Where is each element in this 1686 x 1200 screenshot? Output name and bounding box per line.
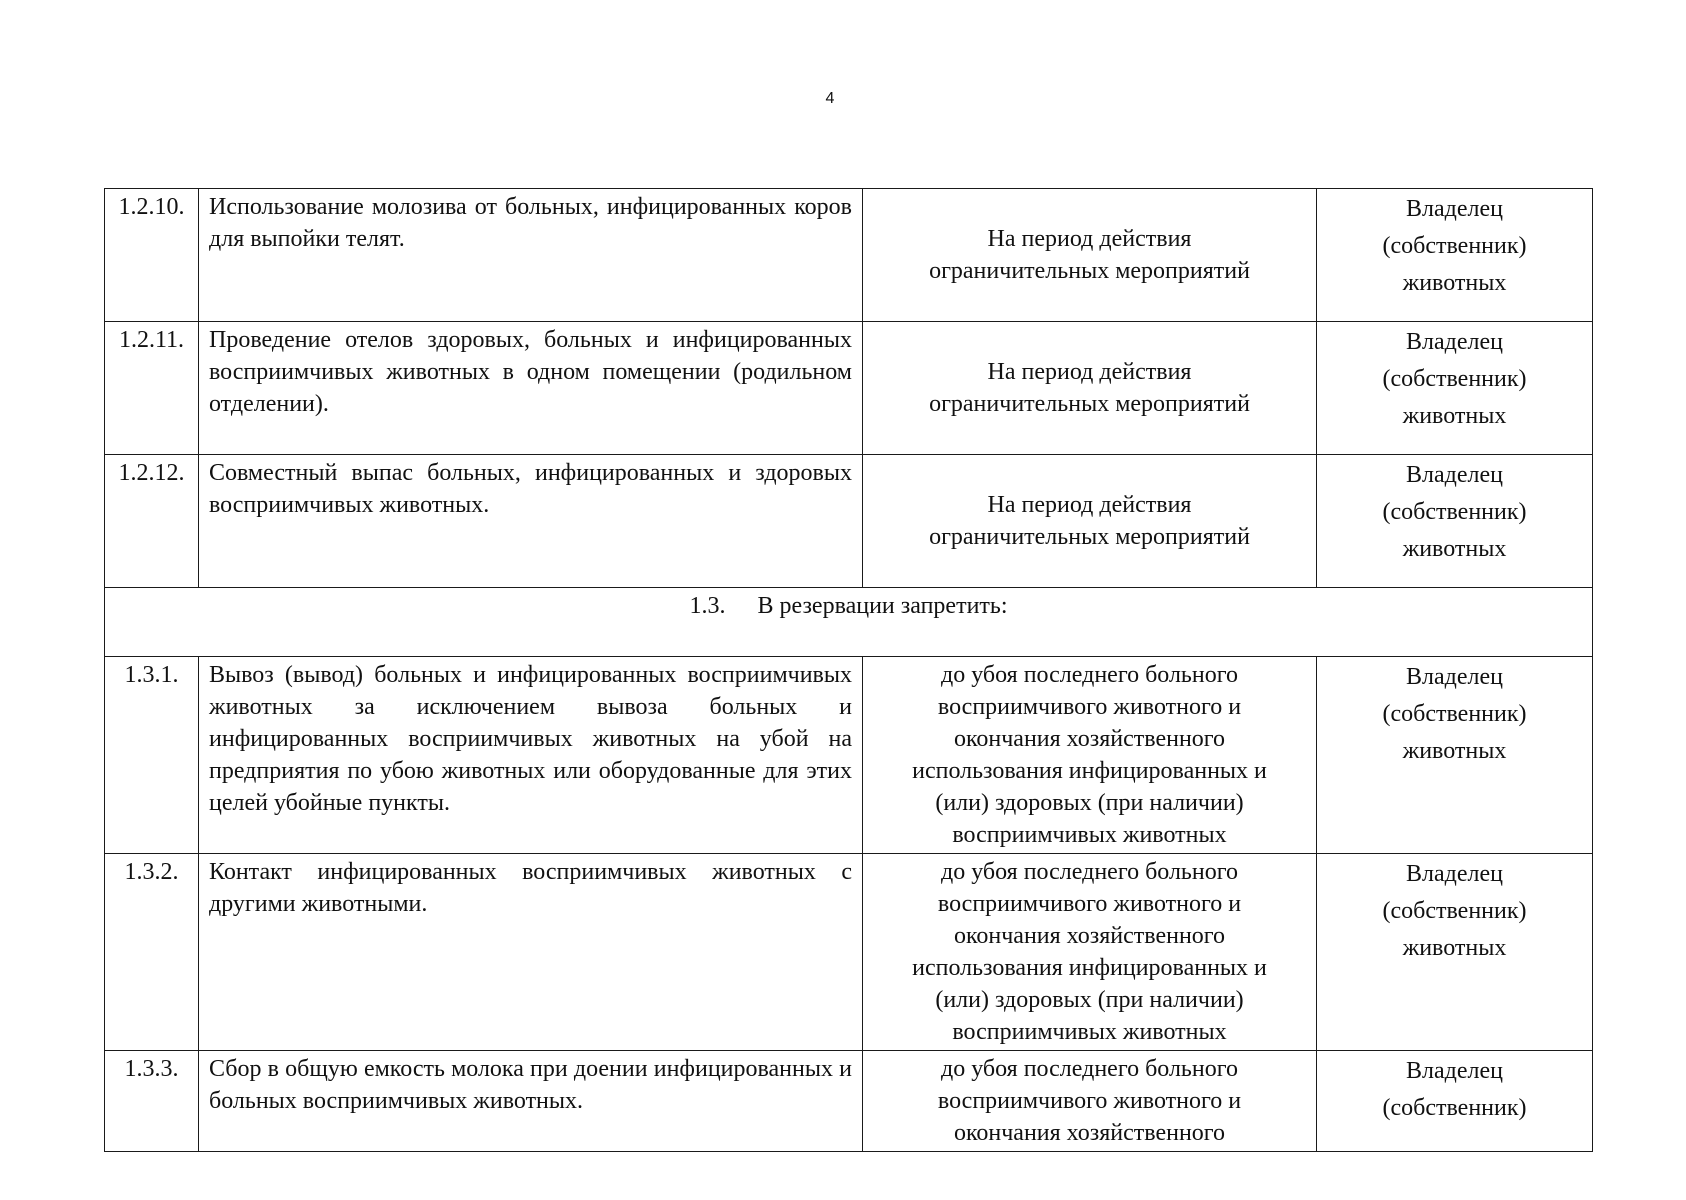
row-responsible: Владелец (собственник) животных: [1317, 854, 1593, 1051]
row-description: Проведение отелов здоровых, больных и инфицированных восприимчивых животных в одном помещении (родильном отделении).: [199, 322, 863, 455]
row-description: Совместный выпас больных, инфицированных и здоровых восприимчивых животных.: [199, 455, 863, 588]
section-header: [105, 588, 1593, 657]
row-description: Контакт инфицированных восприимчивых животных с другими животными.: [199, 854, 863, 1051]
row-responsible: Владелец (собственник) животных: [1317, 189, 1593, 322]
section-header-row: [105, 588, 1593, 657]
row-number: 1.2.11.: [105, 322, 199, 455]
row-term: На период действия ограничительных мероприятий: [863, 322, 1317, 455]
row-responsible: Владелец (собственник) животных: [1317, 322, 1593, 455]
table-row: [105, 657, 1593, 854]
table-row: [105, 455, 1593, 588]
table-row: [105, 854, 1593, 1051]
row-number: 1.3.3.: [105, 1051, 199, 1152]
row-responsible: Владелец (собственник): [1317, 1051, 1593, 1152]
row-responsible: Владелец (собственник) животных: [1317, 455, 1593, 588]
row-term: до убоя последнего больного восприимчивого животного и окончания хозяйственного: [863, 1051, 1317, 1152]
row-description: Использование молозива от больных, инфицированных коров для выпойки телят.: [199, 189, 863, 322]
row-term: На период действия ограничительных мероприятий: [863, 189, 1317, 322]
row-description: Сбор в общую емкость молока при доении инфицированных и больных восприимчивых животных.: [199, 1051, 863, 1152]
page-number: 4: [825, 90, 835, 107]
row-number: 1.2.12.: [105, 455, 199, 588]
row-number: 1.3.1.: [105, 657, 199, 854]
row-term: На период действия ограничительных мероприятий: [863, 455, 1317, 588]
section-title: В резервации запретить:: [757, 593, 1008, 619]
section-number: 1.3.: [689, 593, 726, 619]
table-row: [105, 322, 1593, 455]
row-description: Вывоз (вывод) больных и инфицированных восприимчивых животных за исключением вывоза больных и инфицированных восприимчивых животных на убой на предприятия по убою животных или оборудованные для этих целей убойные пункты.: [199, 657, 863, 854]
row-number: 1.2.10.: [105, 189, 199, 322]
table-row: [105, 1051, 1593, 1152]
row-responsible: Владелец (собственник) животных: [1317, 657, 1593, 854]
row-number: 1.3.2.: [105, 854, 199, 1051]
row-term: до убоя последнего больного восприимчивого животного и окончания хозяйственного использования инфицированных и (или) здоровых (при наличии) восприимчивых животных: [863, 657, 1317, 854]
row-term: до убоя последнего больного восприимчивого животного и окончания хозяйственного использования инфицированных и (или) здоровых (при наличии) восприимчивых животных: [863, 854, 1317, 1051]
measures-table: [104, 188, 1593, 1152]
table-row: [105, 189, 1593, 322]
